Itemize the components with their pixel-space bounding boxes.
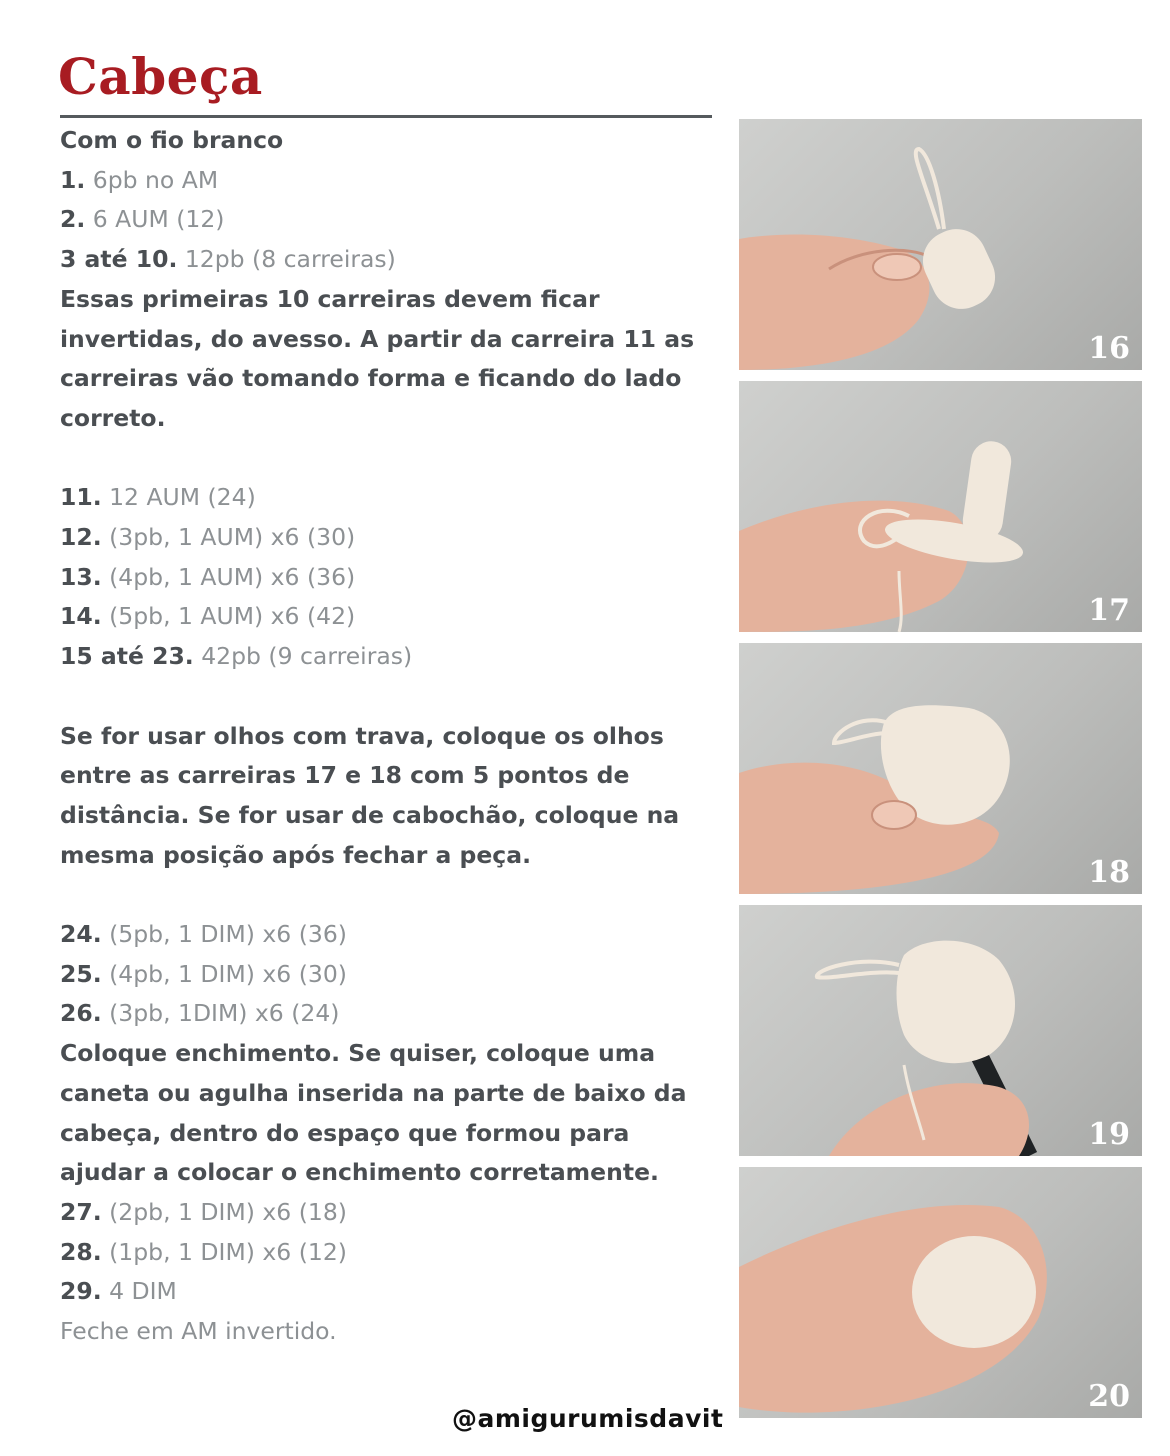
step-text: (4pb, 1 DIM) x6 (30) (101, 959, 347, 988)
step-photo-20 (739, 1167, 1142, 1418)
step-label: 12. (60, 523, 102, 552)
step-row (60, 240, 720, 280)
step-text: (1pb, 1 DIM) x6 (12) (101, 1237, 347, 1266)
step-text: 12 AUM (24) (101, 483, 256, 512)
note-line: Essas primeiras 10 carreiras devem ficar (60, 284, 600, 313)
paragraph-gap (60, 677, 720, 717)
photo-number: 17 (1088, 593, 1130, 628)
step-text: (2pb, 1 DIM) x6 (18) (101, 1197, 347, 1226)
photo-column (739, 119, 1142, 1429)
step-photo-16 (739, 119, 1142, 370)
closing-text: Feche em AM invertido. (60, 1317, 337, 1346)
step-label: 2. (60, 205, 86, 234)
step-label: 28. (60, 1237, 102, 1266)
step-row (60, 994, 720, 1034)
author-handle: @amigurumisdavit (452, 1404, 724, 1433)
step-row (60, 597, 720, 637)
step-row (60, 1193, 720, 1233)
step-row (60, 161, 720, 201)
note-line: Se for usar olhos com trava, coloque os olhos (60, 721, 664, 750)
photo-illustration (739, 119, 1142, 370)
step-text: 12pb (8 carreiras) (177, 245, 396, 274)
photo-illustration (739, 1167, 1142, 1418)
step-label: 29. (60, 1277, 102, 1306)
note-line: carreiras vão tomando forma e ficando do lado (60, 364, 682, 393)
step-text: (4pb, 1 AUM) x6 (36) (101, 562, 356, 591)
step-label: 24. (60, 920, 102, 949)
step-photo-17 (739, 381, 1142, 632)
step-row (60, 478, 720, 518)
paragraph-gap (60, 875, 720, 915)
step-row (60, 637, 720, 677)
step-label: 15 até 23. (60, 642, 194, 671)
page-title: Cabeça (58, 47, 263, 106)
note-line: correto. (60, 403, 166, 432)
step-label: 26. (60, 999, 102, 1028)
intro-text: Com o fio branco (60, 126, 284, 154)
step-text: (5pb, 1 DIM) x6 (36) (101, 920, 347, 949)
step-row (60, 518, 720, 558)
note-line: mesma posição após fechar a peça. (60, 840, 532, 869)
step-row (60, 1272, 720, 1312)
note-line: invertidas, do avesso. A partir da carreira 11 as (60, 324, 695, 353)
photo-number: 16 (1088, 331, 1130, 366)
step-row (60, 200, 720, 240)
step-label: 1. (60, 165, 86, 194)
note-line: caneta ou agulha inserida na parte de baixo da (60, 1078, 687, 1107)
note-line: cabeça, dentro do espaço que formou para (60, 1118, 630, 1147)
pattern-instructions (60, 121, 720, 1352)
note-line: entre as carreiras 17 e 18 com 5 pontos de (60, 761, 630, 790)
step-label: 27. (60, 1197, 102, 1226)
step-text: (3pb, 1DIM) x6 (24) (101, 999, 340, 1028)
photo-number: 19 (1088, 1117, 1130, 1152)
title-divider (60, 115, 712, 118)
photo-illustration (739, 905, 1142, 1156)
step-row (60, 955, 720, 995)
note-line: distância. Se for usar de cabochão, coloque na (60, 800, 680, 829)
step-row (60, 558, 720, 598)
step-label: 13. (60, 562, 102, 591)
note-line: ajudar a colocar o enchimento corretamente. (60, 1158, 659, 1187)
step-label: 14. (60, 602, 102, 631)
photo-illustration (739, 643, 1142, 894)
photo-illustration (739, 381, 1142, 632)
step-label: 25. (60, 959, 102, 988)
step-text: 6 AUM (12) (85, 205, 225, 234)
step-text: (3pb, 1 AUM) x6 (30) (101, 523, 356, 552)
step-label: 3 até 10. (60, 245, 178, 274)
step-text: 4 DIM (101, 1277, 177, 1306)
paragraph-gap (60, 439, 720, 479)
step-text: (5pb, 1 AUM) x6 (42) (101, 602, 356, 631)
step-text: 42pb (9 carreiras) (193, 642, 413, 671)
photo-number: 20 (1088, 1379, 1130, 1414)
step-photo-18 (739, 643, 1142, 894)
step-text: 6pb no AM (85, 165, 219, 194)
step-row (60, 1233, 720, 1273)
step-label: 11. (60, 483, 102, 512)
step-row (60, 915, 720, 955)
photo-number: 18 (1088, 855, 1130, 890)
step-photo-19 (739, 905, 1142, 1156)
note-line: Coloque enchimento. Se quiser, coloque uma (60, 1039, 656, 1068)
